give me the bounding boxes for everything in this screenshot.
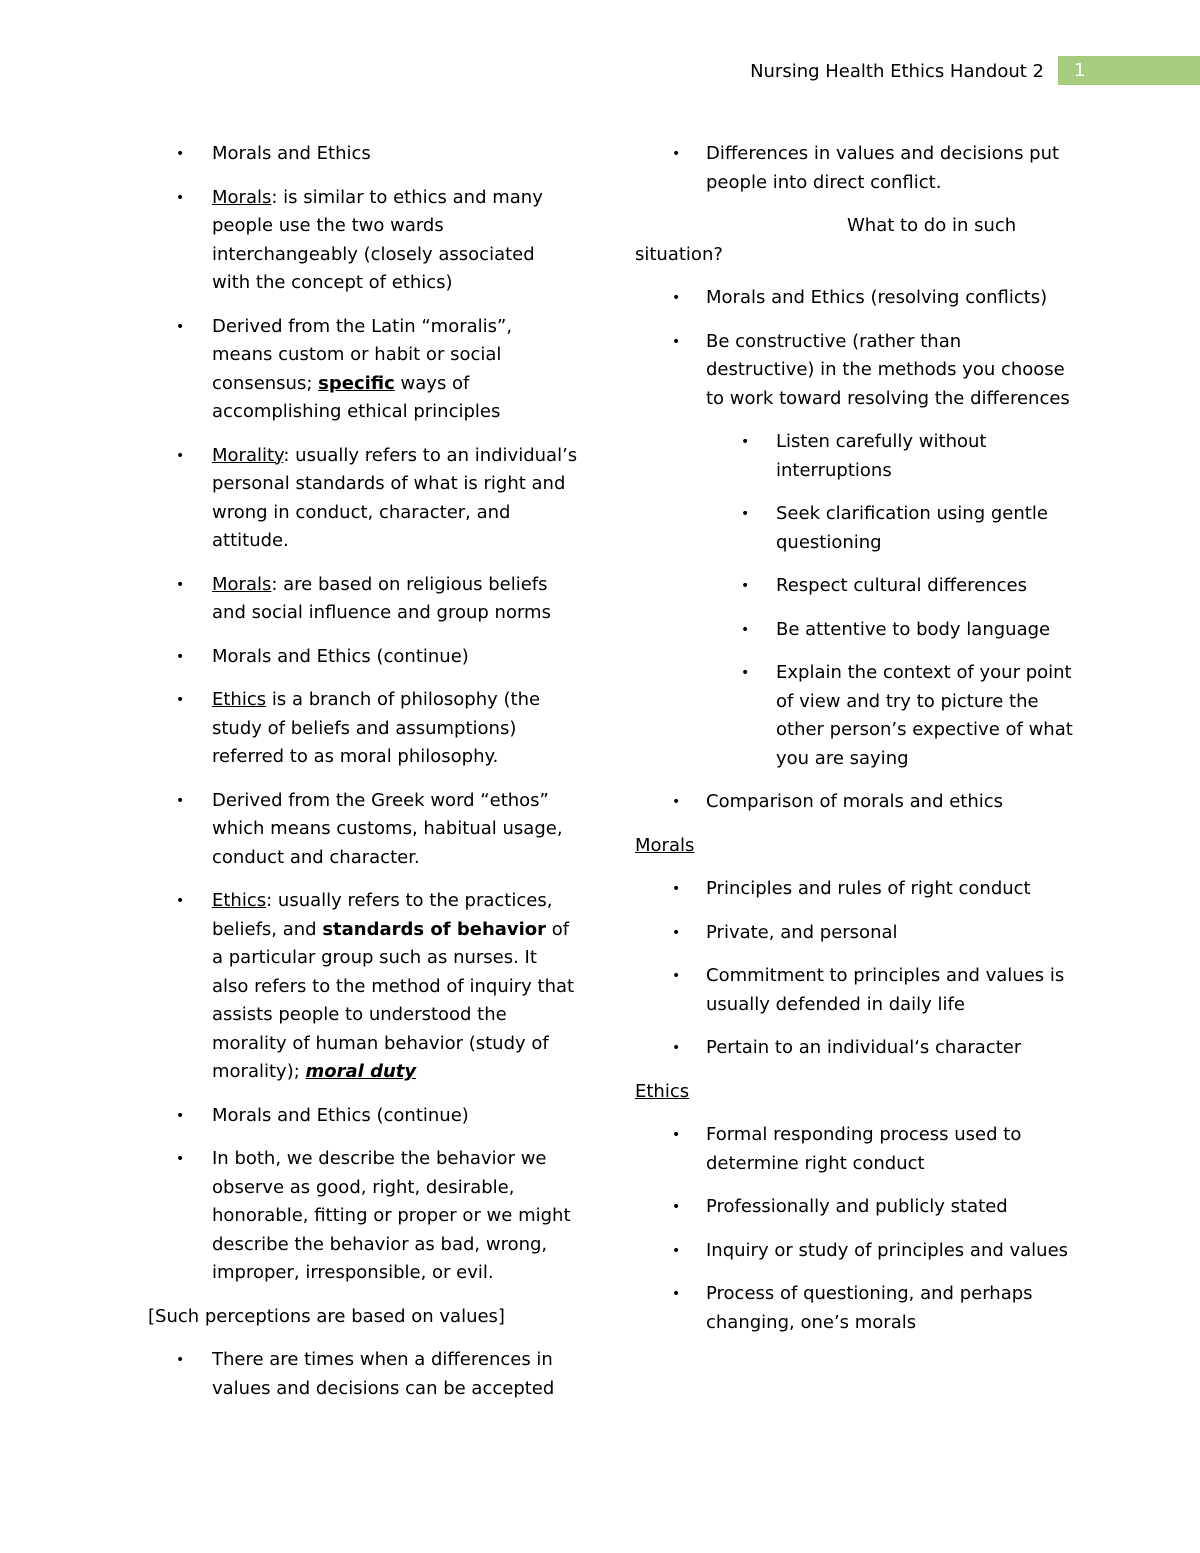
list-item [635, 962, 1075, 1019]
item-text: Principles and rules of right conduct [706, 878, 1031, 899]
item-text: In both, we describe the behavior we observe as good, right, desirable, honorable, fitting or proper or we might describe the behavior as bad, wrong, improper, irresponsible, or evil. [212, 1148, 571, 1283]
list-item [635, 1034, 1075, 1063]
question-text: What to do in such situation? [635, 215, 1017, 265]
term: Morals [212, 573, 272, 595]
item-text: Seek clarification using gentle questioning [776, 503, 1048, 553]
item-text: is a branch of philosophy (the study of beliefs and assumptions) referred to as moral philosophy. [212, 689, 541, 767]
item-text: Pertain to an individual‘s character [706, 1037, 1022, 1058]
bullet-icon: • [741, 434, 750, 450]
bullet-icon: • [672, 794, 681, 810]
emphasis: moral duty [305, 1061, 417, 1082]
bullet-icon: • [176, 792, 185, 809]
left-column [148, 140, 578, 1418]
bullet-icon: • [741, 621, 750, 638]
list-item [148, 787, 578, 873]
bullet-icon: • [176, 692, 185, 708]
list-item [148, 887, 578, 1087]
right-column [635, 140, 1075, 1352]
bullet-icon: • [672, 1199, 681, 1215]
item-text: Be constructive (rather than destructive) in the methods you choose to work toward resolving the differences [706, 330, 1070, 409]
bullet-icon: • [176, 447, 185, 464]
list-item [635, 919, 1075, 948]
item-text: Inquiry or study of principles and values [706, 1239, 1069, 1261]
item-text: : usually refers to an individual’s personal standards of what is right and wrong in conduct, character, and attitude. [212, 444, 578, 551]
list-item [148, 1145, 578, 1288]
bullet-icon: • [176, 1151, 185, 1167]
item-text: Comparison of morals and ethics [706, 791, 1004, 812]
bullet-icon: • [672, 924, 681, 941]
list-item [635, 875, 1075, 904]
list-item [635, 140, 1075, 197]
bullet-icon: • [176, 318, 185, 335]
item-text: Morals and Ethics (continue) [212, 645, 469, 667]
bullet-icon: • [176, 576, 185, 593]
bullet-icon: • [176, 893, 185, 909]
bullet-icon: • [672, 146, 681, 162]
term: Morals [212, 186, 272, 208]
item-text: Listen carefully without interruptions [776, 431, 987, 481]
item-text: Professionally and publicly stated [706, 1196, 1008, 1217]
bullet-icon: • [741, 506, 750, 522]
list-item [635, 1280, 1075, 1337]
item-text: Morals and Ethics (resolving conflicts) [706, 287, 1048, 308]
bullet-icon: • [672, 290, 681, 306]
list-item [148, 1102, 578, 1131]
emphasis: standards of behavior [322, 918, 547, 940]
bullet-icon: • [672, 1286, 681, 1302]
section-heading-ethics: Ethics [635, 1080, 690, 1102]
item-text: Derived from the Latin “moralis”, means custom or habit or social consensus; [212, 315, 513, 394]
bullet-icon: • [176, 146, 185, 162]
bullet-icon: • [176, 189, 185, 206]
item-text: : usually refers to the practices, beliefs, and [212, 890, 553, 940]
header-title: Nursing Health Ethics Handout 2 [750, 61, 1044, 82]
sub-list-item [635, 659, 1075, 773]
list-item [148, 313, 578, 427]
item-text: There are times when a differences in values and decisions can be accepted [212, 1349, 555, 1399]
item-text: Process of questioning, and perhaps changing, one’s morals [706, 1283, 1033, 1333]
item-text: : is similar to ethics and many people use the two wards interchangeably (closely associated with the concept of ethics) [212, 186, 543, 293]
term: Ethics [212, 689, 267, 710]
sub-list-item [635, 616, 1075, 645]
item-text: Private, and personal [706, 921, 898, 943]
item-text: ways of accomplishing ethical principles [212, 372, 501, 422]
item-text: Derived from the Greek word “ethos” which means customs, habitual usage, conduct and character. [212, 789, 563, 868]
emphasis: specific [318, 372, 395, 394]
list-item [635, 1237, 1075, 1266]
bullet-icon: • [672, 1242, 681, 1259]
item-text: Morals and Ethics [212, 143, 371, 164]
list-item [148, 140, 578, 169]
bullet-icon: • [672, 968, 681, 984]
list-item [635, 788, 1075, 817]
page-number: 1 [1058, 56, 1200, 85]
item-text: : are based on religious beliefs and social influence and group norms [212, 573, 551, 623]
term: Morality [212, 444, 284, 466]
list-item [148, 643, 578, 672]
bullet-icon: • [741, 578, 750, 594]
item-text: Morals and Ethics (continue) [212, 1104, 469, 1126]
bullet-icon: • [672, 1127, 681, 1143]
list-item [148, 442, 578, 556]
item-text: Formal responding process used to determine right conduct [706, 1124, 1022, 1174]
bullet-icon: • [672, 333, 681, 350]
item-text: Explain the context of your point of view and try to picture the other person’s expective of what you are saying [776, 662, 1073, 769]
item-text: Commitment to principles and values is usually defended in daily life [706, 965, 1065, 1015]
bullet-icon: • [741, 665, 750, 681]
item-text: Be attentive to body language [776, 618, 1051, 640]
list-item [635, 328, 1075, 414]
item-text: Differences in values and decisions put people into direct conflict. [706, 143, 1060, 193]
list-item [148, 686, 578, 772]
list-item [635, 1121, 1075, 1178]
section-heading-morals: Morals [635, 834, 695, 856]
bullet-icon: • [672, 1040, 681, 1056]
list-item [635, 1193, 1075, 1222]
item-text: Respect cultural differences [776, 575, 1027, 596]
bullet-icon: • [672, 881, 681, 897]
item-text: of a particular group such as nurses. It also refers to the method of inquiry that assists people to understood the morality of human behavior (study of morality); [212, 918, 575, 1082]
list-item [148, 571, 578, 628]
bullet-icon: • [176, 1107, 185, 1124]
term: Ethics [212, 890, 267, 911]
sub-list-item [635, 572, 1075, 601]
list-item [148, 184, 578, 298]
list-item [148, 1346, 578, 1403]
bullet-icon: • [176, 648, 185, 665]
sub-list-item [635, 500, 1075, 557]
list-item [635, 284, 1075, 313]
bullet-icon: • [176, 1352, 185, 1368]
note-text: [Such perceptions are based on values] [148, 1305, 505, 1327]
sub-list-item [635, 428, 1075, 485]
